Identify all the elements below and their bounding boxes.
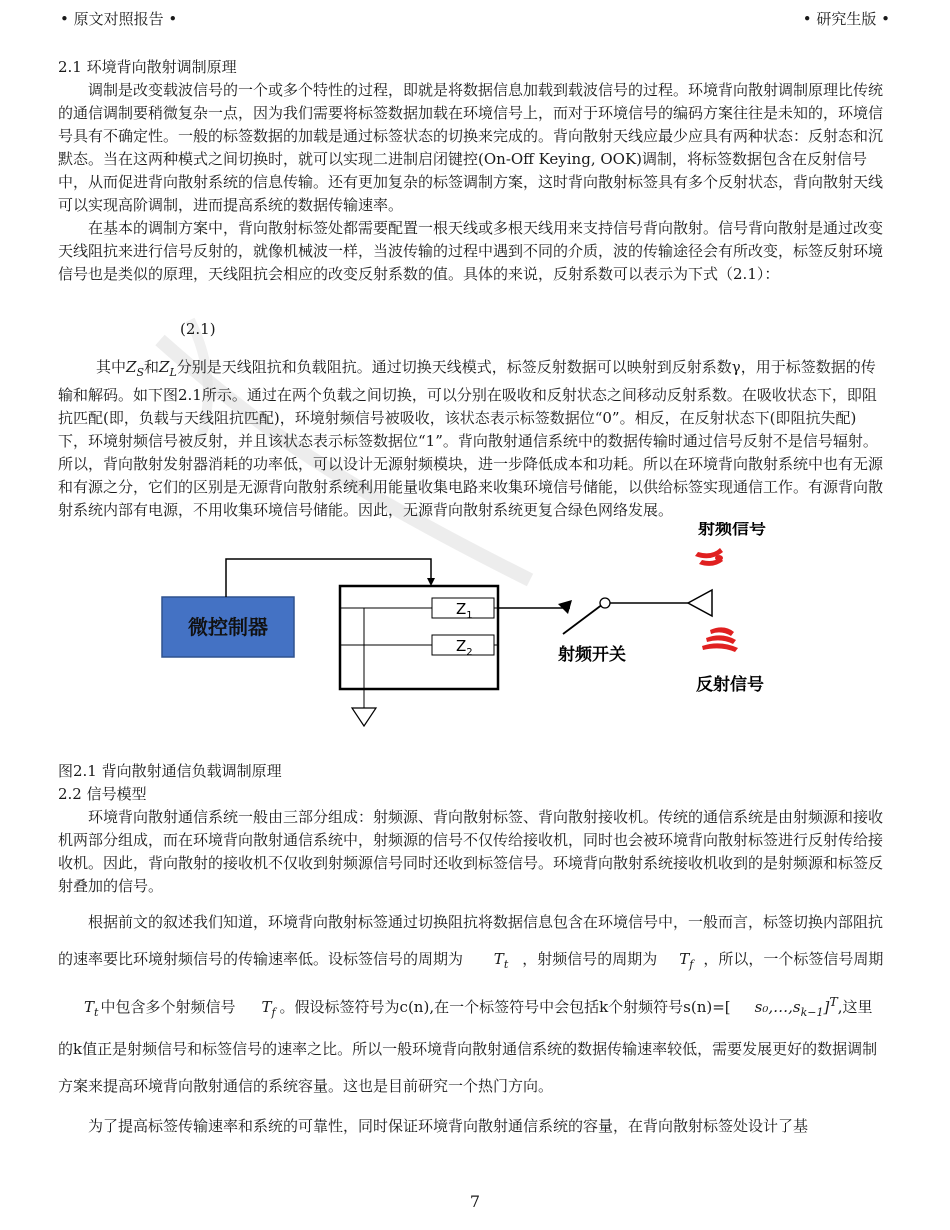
rf-signal-label: 射频信号 — [698, 522, 766, 539]
load-modulation-diagram — [58, 522, 884, 762]
text-run: 中包含多个射频信号 — [100, 998, 236, 1016]
symbol-tf-2 — [261, 998, 276, 1019]
symbol-tf — [679, 950, 694, 971]
symbol-letter: T — [84, 998, 95, 1016]
figure-2-1 — [58, 522, 884, 762]
text-run: 分别是天线阻抗和负载阻抗。通过切换天线模式，标签反射数据可以映射到反射系数γ，用于标签数据的传输和解码。如下图2.1所示。通过在两个负载之间切换，可以分别在吸收和反射状态之间移动反射系数。在吸收状态下，即阻抗匹配(即，负载与天线阻抗匹配)，环境射频信号被吸收，该状态表示标签数据位“0”。相反，在反射状态下(即阻抗失配)下，环境射频信号被反射，并且该状态表示标签数据位“1”。背向散射通信系统中的数据传输时通过信号反射不是信号辐射。所以，背向散射发射器消耗的功率低，可以设计无源射频模块，进一步降低成本和功耗。所以在环境背向散射系统中也有无源和有源之分，它们的区别是无源背向散射系统利用能量收集电路来收集环境信号储能，以供给标签实现通信工作。有源背向散射系统内部有电源，不用收集环境信号储能。因此，无源背向散射系统更复合绿色网络发展。 — [58, 358, 884, 519]
page-number: 7 — [469, 1192, 481, 1211]
section-2-1-paragraph-3 — [58, 356, 884, 522]
z2-letter: Z — [456, 637, 467, 655]
symbol-letter: T — [493, 950, 504, 968]
text-run: 。假设标签符号为c(n),在一个标签符号中会包括k个射频符号s(n)=[ — [279, 998, 731, 1016]
vector-body: s₀,…,s — [754, 998, 801, 1016]
control-line — [226, 559, 431, 597]
figure-caption: 图2.1 背向散射通信负载调制原理 — [58, 762, 282, 780]
header-right-label: • 研究生版 • — [802, 10, 890, 28]
symbol-tt — [493, 950, 509, 971]
symbol-letter: T — [261, 998, 272, 1016]
equation-number: (2.1) — [180, 320, 216, 338]
symbol-subscript: L — [169, 366, 177, 379]
section-2-1-paragraph-1: 调制是改变载波信号的一个或多个特性的过程，即就是将数据信息加载到载波信号的过程。环境背向散射调制原理比传统的通信调制要稍微复杂一点，因为我们需要将标签数据加载在环境信号上，而对于环境信号的编码方案往往是未知的，环境信号具有不确定性。一般的标签数据的加载是通过标签状态的切换来完成的。背向散射天线应最少应具有两种状态：反射态和沉默态。当在这两种模式之间切换时，就可以实现二进制启闭键控(On-Off Keying, OOK)调制，将标签数据包含在反射信号中，从而促进背向散射系统的信息传输。还有更加复杂的标签调制方案，这时背向散射标签具有多个反射状态，背向散射天线可以实现高阶调制，进而提高系统的数据传输速率。 — [58, 81, 884, 214]
vector-bracket: ] — [823, 998, 830, 1016]
rf-wave-icon — [695, 548, 723, 566]
text-run: 和 — [144, 358, 160, 376]
section-2-2-paragraph-2 — [58, 904, 884, 1105]
reflected-wave-icon — [702, 627, 738, 652]
symbol-zs — [126, 358, 144, 379]
section-2-1-title: 2.1 环境背向散射调制原理 — [58, 58, 237, 76]
symbol-vector — [754, 994, 838, 1019]
section-2-2-paragraph-1: 环境背向散射通信系统一般由三部分组成：射频源、背向散射标签、背向散射接收机。传统的通信系统是由射频源和接收机两部分组成，而在环境背向散射通信系统中，射频源的信号不仅传给接收机，同时也会被环境背向散射标签进行反射传给接收机。因此，背向散射的接收机不仅收到射频源信号同时还收到标签信号。环境背向散射系统接收机收到的是射频源和标签反射叠加的信号。 — [58, 808, 884, 895]
symbol-letter: Z — [159, 358, 170, 376]
switch-arrow-icon — [558, 600, 572, 614]
symbol-subscript: t — [503, 958, 509, 971]
symbol-tt-2 — [84, 998, 99, 1019]
page-body — [58, 56, 884, 1138]
rf-switch-label: 射频开关 — [558, 645, 626, 665]
symbol-subscript: f — [271, 1006, 276, 1019]
text-run: 根据前文的叙述我们知道，环境背向散射标签通过切换阻抗将数据信息包含在环境信号中，一般而言，标签切换内部阻抗的速率要比环境射频信号的传输速率低。设标签信号的周期为 — [58, 913, 884, 968]
symbol-letter: Z — [126, 358, 137, 376]
text-run: ，射频信号的周期为 — [522, 950, 658, 968]
symbol-letter: T — [679, 950, 690, 968]
vector-subscript: k−1 — [800, 1006, 824, 1019]
z2-subscript: 2 — [466, 647, 473, 658]
switch-contact — [600, 598, 610, 608]
text-run: 其中 — [96, 358, 127, 376]
text-run: ,这里的k值正是射频信号和标签信号的速率之比。所以一般环境背向散射通信系统的数据传输速率较低，需要发展更好的数据调制方案来提高环境背向散射通信的系统容量。这也是目前研究一个热门方向。 — [58, 998, 878, 1095]
symbol-subscript: t — [94, 1006, 99, 1019]
mcu-label: 微控制器 — [188, 615, 268, 639]
symbol-zl — [159, 358, 177, 379]
symbol-subscript: f — [689, 958, 694, 971]
section-2-1-paragraph-2: 在基本的调制方案中，背向散射标签处都需要配置一根天线或多根天线用来支持信号背向散射。信号背向散射是通过改变天线阻抗来进行信号反射的，就像机械波一样，当波传输的过程中遇到不同的介质，波的传输途径会有所改变，标签反射环境信号也是类似的原理，天线阻抗会相应的改变反射系数的值。具体的来说，反射系数可以表示为下式（2.1）： — [58, 219, 884, 283]
antenna-icon — [688, 590, 712, 616]
z1-subscript: 1 — [466, 610, 473, 621]
ground-icon — [352, 708, 376, 726]
text-run: ，所以，一个标签信号周期 — [703, 950, 884, 968]
equation-2-1 — [58, 286, 884, 356]
z1-letter: Z — [456, 600, 467, 618]
header-left-label: • 原文对照报告 • — [60, 10, 178, 28]
symbol-subscript: S — [136, 366, 144, 379]
section-2-2-title: 2.2 信号模型 — [58, 785, 147, 803]
section-2-2-paragraph-3: 为了提高标签传输速率和系统的可靠性，同时保证环境背向散射通信系统的容量，在背向散射标签处设计了基 — [88, 1117, 809, 1135]
reflect-signal-label: 反射信号 — [696, 675, 764, 695]
vector-superscript: T — [829, 994, 838, 1009]
